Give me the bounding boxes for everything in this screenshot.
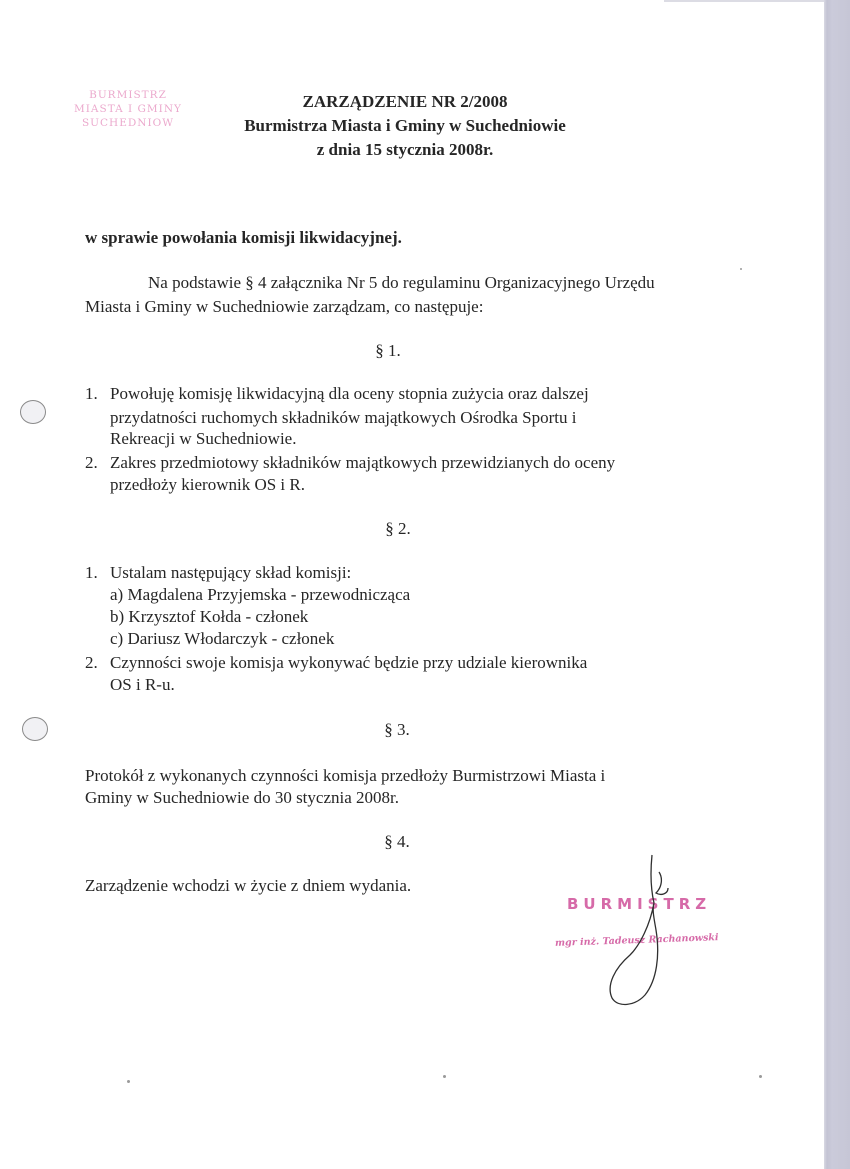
item-line: Czynności swoje komisja wykonywać będzie przy udziale kierownika (110, 653, 588, 672)
document-date: z dnia 15 stycznia 2008r. (316, 140, 494, 159)
scan-speck (127, 1080, 130, 1083)
document-title: ZARZĄDZENIE NR 2/2008 (302, 92, 508, 111)
item-number: 2. (85, 653, 98, 672)
item-line: przydatności ruchomych składników majątkowych Ośrodka Sportu i (110, 408, 577, 427)
item-number: 1. (85, 563, 98, 582)
item-number: 1. (85, 384, 98, 403)
signature-stamp-name: mgr inż. Tadeusz Rachanowski (554, 932, 719, 949)
item-number: 2. (85, 453, 98, 472)
paragraph-line: Protokół z wykonanych czynności komisja przedłoży Burmistrzowi Miasta i (85, 766, 606, 785)
document-issuer: Burmistrza Miasta i Gminy w Suchedniowie (244, 116, 566, 135)
committee-member: a) Magdalena Przyjemska - przewodnicząca (110, 585, 411, 604)
section-heading: § 2. (385, 519, 411, 538)
section-heading: § 4. (384, 832, 410, 851)
stamp-line: SUCHEDNIOW (81, 117, 175, 129)
stamp-line: BURMISTRZ (89, 89, 167, 101)
paragraph-line: Gminy w Suchedniowie do 30 stycznia 2008r. (85, 788, 399, 807)
item-line: Ustalam następujący skład komisji: (110, 563, 352, 582)
signature-stamp-title: BURMISTRZ (567, 895, 712, 913)
section-heading: § 3. (384, 720, 410, 739)
document-subject: w sprawie powołania komisji likwidacyjnej. (85, 228, 402, 247)
scan-speck (740, 268, 742, 270)
scan-speck (443, 1075, 446, 1078)
item-line: Zakres przedmiotowy składników majątkowych przewidzianych do oceny (110, 453, 616, 472)
item-line: OS i R-u. (110, 675, 175, 694)
stamp-line: MIASTA I GMINY (74, 103, 182, 115)
committee-member: b) Krzysztof Kołda - członek (110, 607, 309, 626)
preamble-line: Na podstawie § 4 załącznika Nr 5 do regulaminu Organizacyjnego Urzędu (148, 273, 655, 292)
item-line: Rekreacji w Suchedniowie. (110, 429, 297, 448)
item-line: Powołuję komisję likwidacyjną dla oceny stopnia zużycia oraz dalszej (110, 384, 589, 403)
preamble-line: Miasta i Gminy w Suchedniowie zarządzam, co następuje: (85, 297, 484, 316)
item-line: przedłoży kierownik OS i R. (110, 475, 305, 494)
section-heading: § 1. (375, 341, 401, 360)
scan-speck (759, 1075, 762, 1078)
paragraph-line: Zarządzenie wchodzi w życie z dniem wydania. (85, 876, 412, 895)
committee-member: c) Dariusz Włodarczyk - członek (110, 629, 335, 648)
